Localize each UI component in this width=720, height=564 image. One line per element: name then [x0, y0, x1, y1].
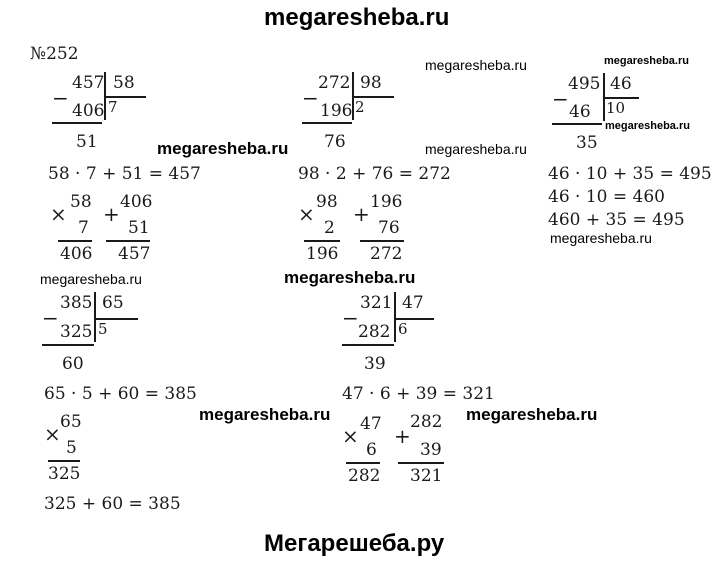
d5-divisor: 47 — [402, 293, 424, 313]
d5-mul-a: 47 — [360, 414, 382, 434]
watermark: megaresheba.ru — [199, 405, 331, 424]
d5-quotient: 6 — [398, 320, 408, 338]
d4-quotient: 5 — [98, 320, 108, 338]
header-site: megaresheba.ru — [264, 4, 450, 31]
d5-mul-b: 6 — [366, 440, 377, 460]
minus-sign: − — [42, 306, 59, 330]
watermark: megaresheba.ru — [425, 57, 527, 73]
d4-sub: 325 — [60, 322, 93, 342]
d5-dividend: 321 — [360, 293, 393, 313]
d2-add-a: 196 — [370, 192, 403, 212]
d1-divisor: 58 — [113, 73, 135, 93]
d3-divisor: 46 — [610, 74, 632, 94]
d4-remainder: 60 — [62, 354, 84, 374]
times-sign: × — [342, 424, 359, 448]
watermark: megaresheba.ru — [157, 139, 289, 158]
watermark: megaresheba.ru — [550, 230, 652, 246]
d1-check: 58 · 7 + 51 = 457 — [48, 164, 201, 184]
d3-check3: 460 + 35 = 495 — [548, 210, 685, 230]
d4-mul-b: 5 — [66, 438, 77, 458]
minus-sign: − — [552, 87, 569, 111]
d1-mul-a: 58 — [70, 192, 92, 212]
minus-sign: − — [302, 86, 319, 110]
d3-dividend: 495 — [568, 74, 601, 94]
d1-add-b: 51 — [128, 218, 150, 238]
watermark: megaresheba.ru — [604, 55, 689, 67]
d3-check2: 46 · 10 = 460 — [548, 187, 665, 207]
d1-add-r: 457 — [118, 244, 151, 264]
watermark: megaresheba.ru — [466, 405, 598, 424]
d2-add-b: 76 — [378, 218, 400, 238]
watermark: megaresheba.ru — [284, 268, 416, 287]
minus-sign: − — [342, 306, 359, 330]
d4-sum: 325 + 60 = 385 — [44, 494, 181, 514]
d2-quotient: 2 — [355, 98, 365, 116]
times-sign: × — [50, 202, 67, 226]
d3-quotient: 10 — [606, 99, 626, 117]
d5-mul-r: 282 — [348, 466, 381, 486]
d3-remainder: 35 — [576, 133, 598, 153]
d1-dividend: 457 — [72, 73, 105, 93]
d2-mul-b: 2 — [324, 218, 335, 238]
d2-mul-a: 98 — [316, 192, 338, 212]
d2-dividend: 272 — [318, 73, 351, 93]
d1-sub: 406 — [72, 101, 105, 121]
d5-sub: 282 — [358, 322, 391, 342]
d1-quotient: 7 — [108, 98, 118, 116]
d5-add-a: 282 — [410, 412, 443, 432]
d5-remainder: 39 — [364, 354, 386, 374]
d2-remainder: 76 — [324, 132, 346, 152]
d3-check1: 46 · 10 + 35 = 495 — [548, 164, 712, 184]
d5-add-r: 321 — [410, 466, 443, 486]
watermark: megaresheba.ru — [40, 271, 142, 287]
d4-mul-r: 325 — [48, 464, 81, 484]
d1-add-a: 406 — [120, 192, 153, 212]
d4-divisor: 65 — [102, 293, 124, 313]
d1-mul-r: 406 — [60, 244, 93, 264]
times-sign: × — [298, 202, 315, 226]
d1-mul-b: 7 — [78, 218, 89, 238]
plus-sign: + — [103, 202, 120, 226]
footer-site: Мегарешеба.ру — [264, 530, 445, 557]
plus-sign: + — [353, 202, 370, 226]
d2-sub: 196 — [320, 101, 353, 121]
d4-dividend: 385 — [60, 293, 93, 313]
d4-check: 65 · 5 + 60 = 385 — [44, 384, 197, 404]
problem-number: №252 — [30, 44, 79, 64]
watermark: megaresheba.ru — [605, 120, 690, 132]
d4-mul-a: 65 — [60, 412, 82, 432]
d2-divisor: 98 — [360, 73, 382, 93]
watermark: megaresheba.ru — [425, 141, 527, 157]
d5-check: 47 · 6 + 39 = 321 — [342, 384, 495, 404]
d2-mul-r: 196 — [306, 244, 339, 264]
d1-remainder: 51 — [76, 132, 98, 152]
minus-sign: − — [52, 86, 69, 110]
times-sign: × — [44, 422, 61, 446]
d2-add-r: 272 — [370, 244, 403, 264]
d3-sub: 46 — [569, 102, 591, 122]
plus-sign: + — [394, 424, 411, 448]
d2-check: 98 · 2 + 76 = 272 — [298, 164, 451, 184]
d5-add-b: 39 — [420, 440, 442, 460]
